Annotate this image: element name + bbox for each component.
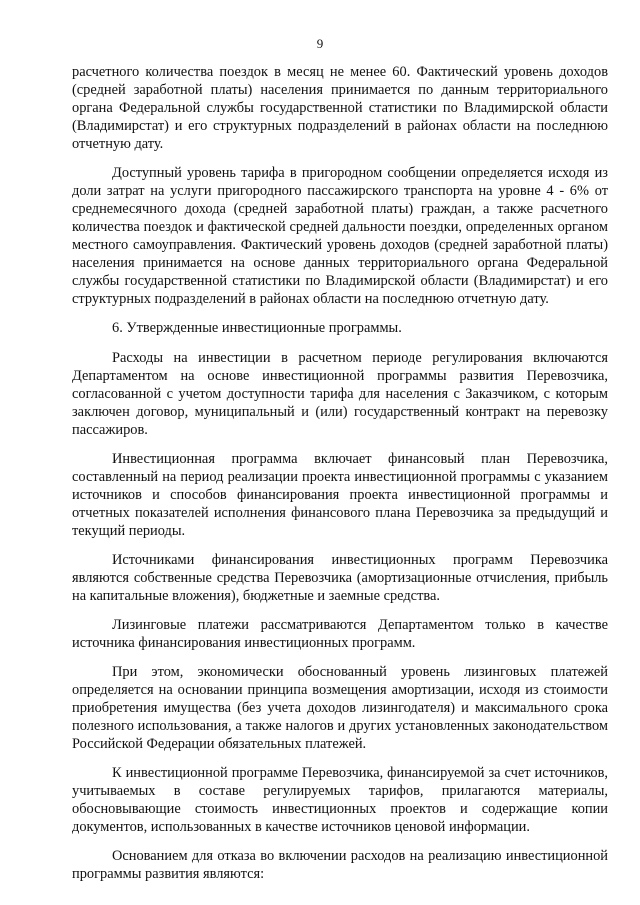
paragraph-continuation: расчетного количества поездок в месяц не менее 60. Фактический уровень доходов (средней заработной платы) населения принимается по данным территориального органа Федеральной службы государственной статистики по Владимирской области (Владимирстат) и его структурных подразделений в районах области на последнюю отчетную дату. xyxy=(72,64,608,152)
section-heading-investment-programs: 6. Утвержденные инвестиционные программы. xyxy=(112,320,402,336)
document-body xyxy=(72,63,608,883)
paragraph-investment-expenses: Расходы на инвестиции в расчетном периоде регулирования включаются Департаментом на основе инвестиционной программы развития Перевозчика, согласованной с учетом доступности тарифа для населения с Заказчиком, с которым заключен договор, муниципальный и (или) государственный контракт на перевозку пассажиров. xyxy=(72,350,608,438)
paragraph-leasing-payments: Лизинговые платежи рассматриваются Департаментом только в качестве источника финансирования инвестиционных программ. xyxy=(72,617,608,651)
paragraph-attached-materials: К инвестиционной программе Перевозчика, финансируемой за счет источников, учитываемых в составе регулируемых тарифов, прилагаются материалы, обосновывающие стоимость инвестиционных проектов и содержащие копии документов, использованных в качестве источников ценовой информации. xyxy=(72,765,608,835)
paragraph-tariff-level: Доступный уровень тарифа в пригородном сообщении определяется исходя из доли затрат на услуги пригородного пассажирского транспорта на уровне 4 - 6% от среднемесячного дохода (средней заработной платы) граждан, а также расчетного количества поездок и фактической средней дальности поездки, определенных органом местного самоуправления. Фактический уровень доходов (средней заработной платы) населения принимается на основе данных территориального органа Федеральной службы государственной статистики по Владимирской области (Владимирстат) и его структурных подразделений в районах области на последнюю отчетную дату. xyxy=(72,165,608,307)
paragraph-investment-program: Инвестиционная программа включает финансовый план Перевозчика, составленный на период реализации проекта инвестиционной программы с указанием источников и способов финансирования проекта инвестиционной программы и отчетных показателей исполнения финансового плана Перевозчика за предыдущий и текущий периоды. xyxy=(72,451,608,539)
paragraph-funding-sources: Источниками финансирования инвестиционных программ Перевозчика являются собственные средства Перевозчика (амортизационные отчисления, прибыль на капитальные вложения), бюджетные и заемные средства. xyxy=(72,552,608,604)
paragraph-refusal-grounds: Основанием для отказа во включении расходов на реализацию инвестиционной программы развития являются: xyxy=(72,848,608,882)
paragraph-leasing-level: При этом, экономически обоснованный уровень лизинговых платежей определяется на основании принципа возмещения амортизации, исходя из стоимости приобретения имущества (без учета доходов лизингодателя) и максимального срока полезного использования, а также налогов и других установленных законодательством Российской Федерации обязательных платежей. xyxy=(72,664,608,752)
page-number: 9 xyxy=(316,36,324,51)
